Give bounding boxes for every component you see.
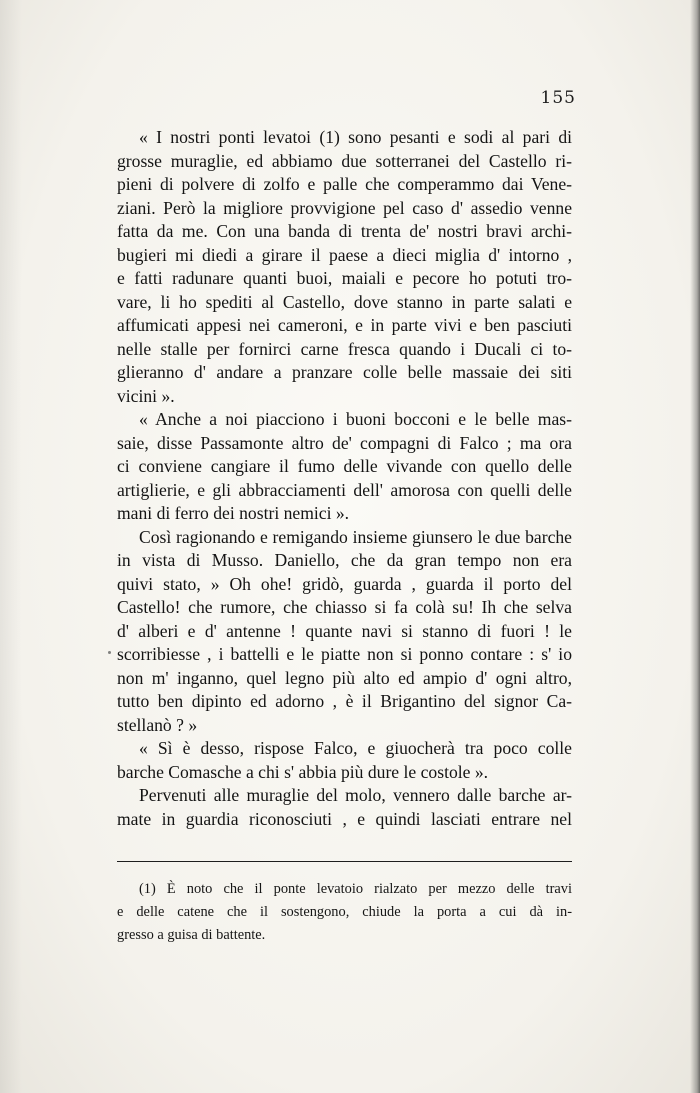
paragraph-4	[117, 737, 572, 784]
text-line: fatta da me. Con una banda di trenta de' nostri bravi archi-	[117, 221, 572, 241]
text-line: stellanò ? »	[117, 714, 198, 735]
text-line: bugieri mi diedi a girare il paese a dieci miglia d' intorno ,	[117, 244, 572, 265]
text-line: Così ragionando e remigando insieme giunsero le due barche	[139, 526, 572, 547]
text-line: ziani. Però la migliore provvigione pel caso d' assedio venne	[117, 197, 572, 218]
text-line: grosse muraglie, ed abbiamo due sotterranei del Castello ri-	[117, 150, 572, 171]
ink-speck	[108, 651, 111, 654]
text-line: Castello! che rumore, che chiasso si fa colà su! Ih che selva	[117, 597, 572, 617]
text-line: nelle stalle per fornirci carne fresca quando i Ducali ci to-	[117, 338, 572, 359]
text-line: glieranno d' andare a pranzare colle belle massaie dei siti	[117, 362, 572, 382]
text-line: Pervenuti alle muraglie del molo, vennero dalle barche ar-	[139, 785, 572, 805]
body-text	[117, 126, 572, 831]
paragraph-1	[117, 126, 572, 408]
page-shadow-right	[690, 0, 700, 1093]
text-line: « Anche a noi piacciono i buoni bocconi e le belle mas-	[139, 409, 572, 429]
text-line: barche Comasche a chi s' abbia più dure le costole ».	[117, 761, 489, 782]
footnote-line: (1) È noto che il ponte levatoio rialzato per mezzo delle travi	[139, 881, 572, 897]
text-line: pieni di polvere di zolfo e palle che comperammo dai Vene-	[117, 174, 572, 194]
text-line: tutto ben dipinto ed adorno , è il Brigantino del signor Ca-	[117, 691, 572, 711]
text-line: artiglierie, e gli abbracciamenti dell' amorosa con quelli delle	[117, 479, 572, 500]
text-line: scorribiesse , i battelli e le piatte non si ponno contare : s' io	[117, 644, 572, 664]
text-line: vicini ».	[117, 385, 175, 406]
page-number: 155	[540, 88, 576, 108]
text-line: in vista di Musso. Daniello, che da gran tempo non era	[117, 550, 572, 570]
footnote	[117, 878, 572, 947]
text-line: vare, li ho spediti al Castello, dove stanno in parte salati e	[117, 291, 572, 312]
paragraph-5	[117, 784, 572, 831]
text-line: saie, disse Passamonte altro de' compagni di Falco ; ma ora	[117, 432, 572, 453]
text-line: mate in guardia riconosciuti , e quindi lasciati entrare nel	[117, 808, 572, 829]
text-line: affumicati appesi nei cameroni, e in parte vivi e ben pasciuti	[117, 315, 572, 335]
paragraph-3	[117, 526, 572, 738]
footnote-line: gresso a guisa di battente.	[117, 927, 266, 943]
text-line: mani di ferro dei nostri nemici ».	[117, 503, 350, 523]
text-line: ci conviene cangiare il fumo delle vivande con quello delle	[117, 456, 572, 476]
paragraph-2	[117, 408, 572, 526]
text-line: non m' inganno, quel legno più alto ed ampio d' ogni altro,	[117, 667, 572, 688]
text-line: quivi stato, » Oh ohe! gridò, guarda , guarda il porto del	[117, 573, 572, 594]
text-line: « Sì è desso, rispose Falco, e giuocherà tra poco colle	[139, 738, 572, 758]
page-shadow-left	[0, 0, 22, 1093]
text-line: d' alberi e d' antenne ! quante navi si stanno di fuori ! le	[117, 620, 572, 641]
footnote-divider	[117, 861, 572, 862]
footnote-line: e delle catene che il sostengono, chiude la porta a cui dà in-	[117, 904, 572, 920]
text-line: « I nostri ponti levatoi (1) sono pesanti e sodi al pari di	[139, 127, 572, 147]
text-line: e fatti radunare quanti buoi, maiali e pecore ho potuti tro-	[117, 268, 572, 288]
